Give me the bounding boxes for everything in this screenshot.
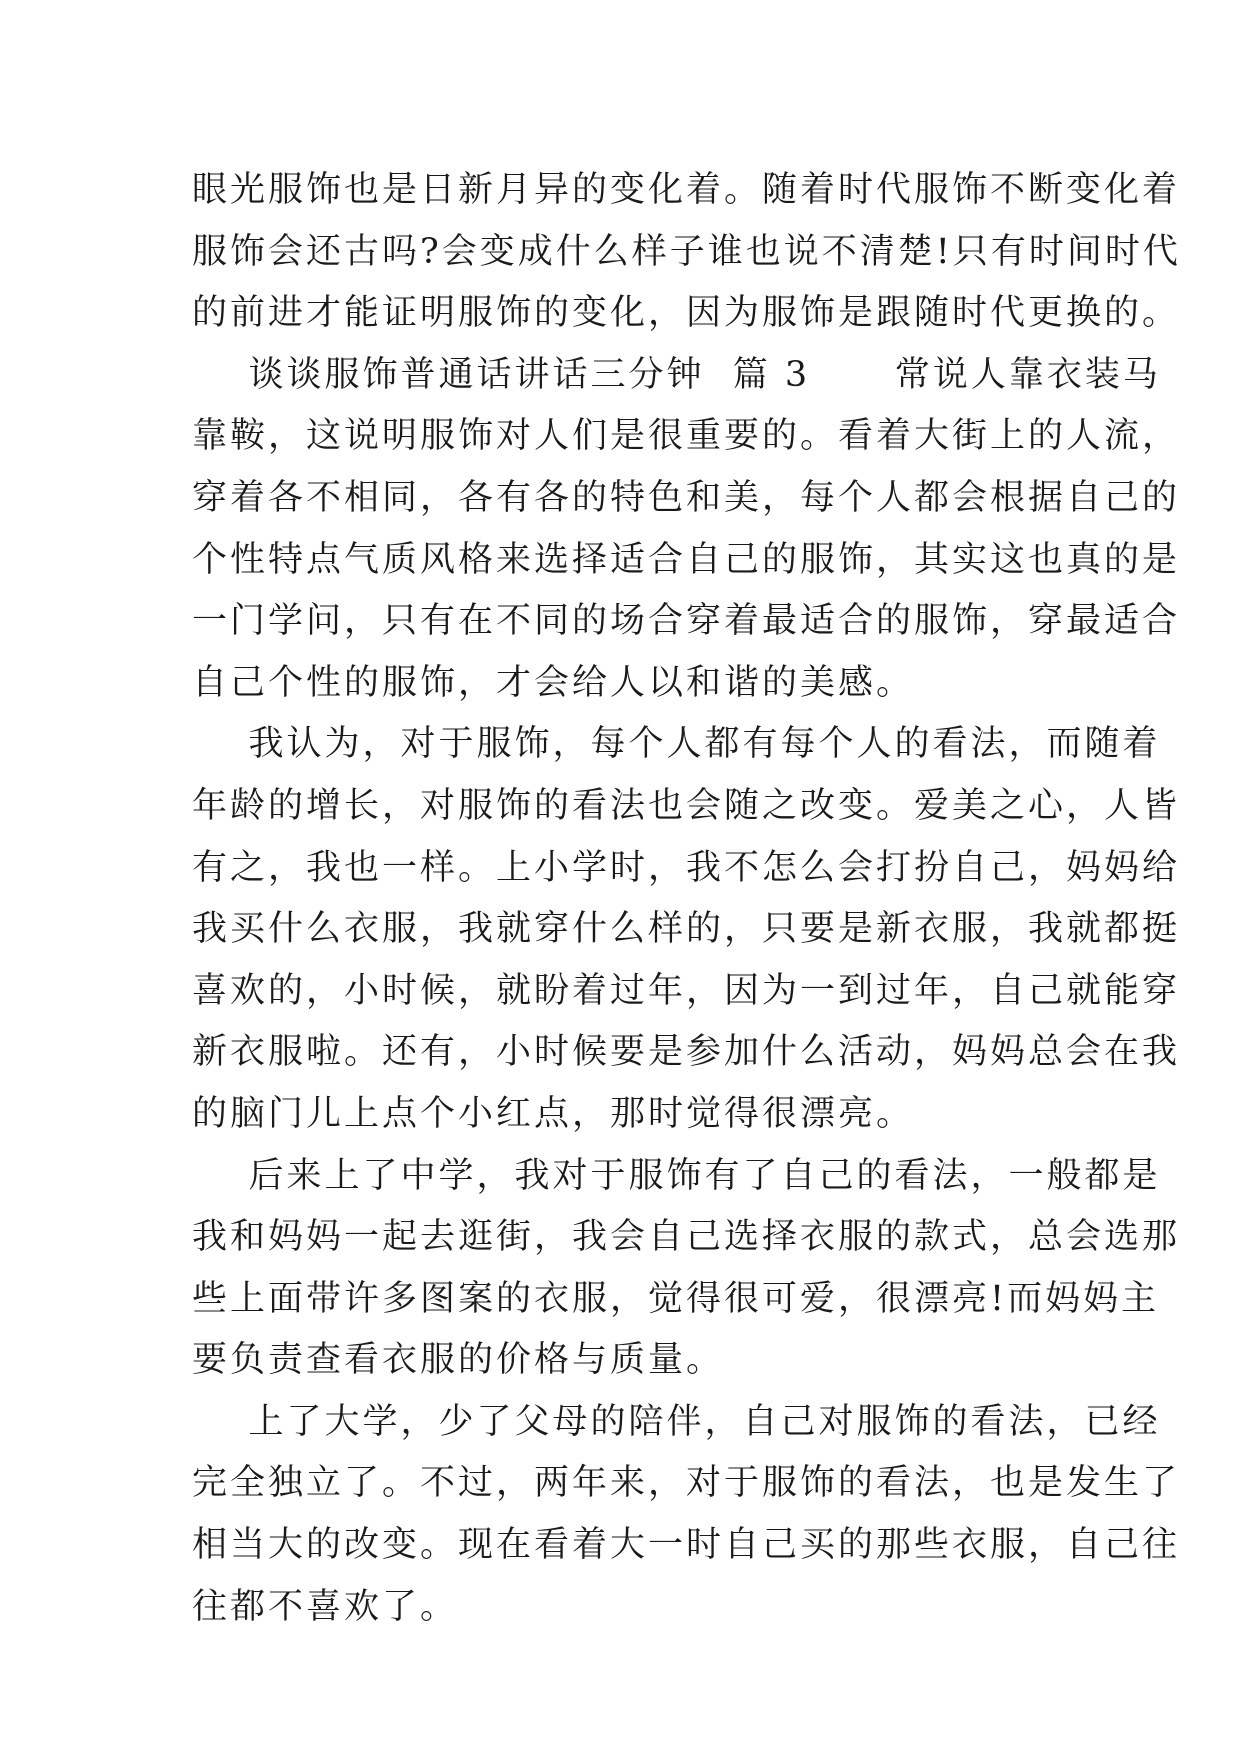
text-line: 往都不喜欢了。 xyxy=(192,1586,459,1627)
text-line: 自己个性的服饰，才会给人以和谐的美感。 xyxy=(192,662,915,703)
text-line: 我认为，对于服饰，每个人都有每个人的看法，而随着 xyxy=(192,724,1161,765)
text-line: 年龄的增长，对服饰的看法也会随之改变。爱美之心，人皆 xyxy=(192,785,1181,826)
text-line: 靠鞍，这说明服饰对人们是很重要的。看着大街上的人流， xyxy=(192,416,1181,457)
text-line: 的脑门儿上点个小红点，那时觉得很漂亮。 xyxy=(192,1093,915,1134)
text-line: 新衣服啦。还有，小时候要是参加什么活动，妈妈总会在我 xyxy=(192,1032,1181,1073)
text-line: 我买什么衣服，我就穿什么样的，只要是新衣服，我就都挺 xyxy=(192,909,1181,950)
text-line: 喜欢的，小时候，就盼着过年，因为一到过年，自己就能穿 xyxy=(192,970,1181,1011)
section-heading-line: 谈谈服饰普通话讲话三分钟 篇 3 常说人靠衣装马 xyxy=(192,354,1161,395)
text-line: 要负责查看衣服的价格与质量。 xyxy=(192,1340,725,1381)
text-line: 我和妈妈一起去逛街，我会自己选择衣服的款式，总会选那 xyxy=(192,1217,1181,1258)
text-line: 眼光服饰也是日新月异的变化着。随着时代服饰不断变化着 xyxy=(192,170,1181,210)
text-line: 上了大学，少了父母的陪伴，自己对服饰的看法，已经 xyxy=(192,1401,1161,1442)
text-line: 完全独立了。不过，两年来，对于服饰的看法，也是发生了 xyxy=(192,1463,1181,1504)
text-line: 些上面带许多图案的衣服，觉得很可爱，很漂亮!而妈妈主 xyxy=(192,1278,1160,1319)
text-line: 有之，我也一样。上小学时，我不怎么会打扮自己，妈妈给 xyxy=(192,847,1181,888)
text-line: 后来上了中学，我对于服饰有了自己的看法，一般都是 xyxy=(192,1155,1161,1196)
text-line: 相当大的改变。现在看着大一时自己买的那些衣服，自己往 xyxy=(192,1525,1181,1566)
text-line: 服饰会还古吗?会变成什么样子谁也说不清楚!只有时间时代 xyxy=(192,231,1181,272)
text-line: 的前进才能证明服饰的变化，因为服饰是跟随时代更换的。 xyxy=(192,293,1181,334)
text-line: 一门学问，只有在不同的场合穿着最适合的服饰，穿最适合 xyxy=(192,601,1181,642)
text-line: 个性特点气质风格来选择适合自己的服饰，其实这也真的是 xyxy=(192,539,1181,580)
document-body xyxy=(192,160,1181,1638)
text-line: 穿着各不相同，各有各的特色和美，每个人都会根据自己的 xyxy=(192,477,1181,518)
